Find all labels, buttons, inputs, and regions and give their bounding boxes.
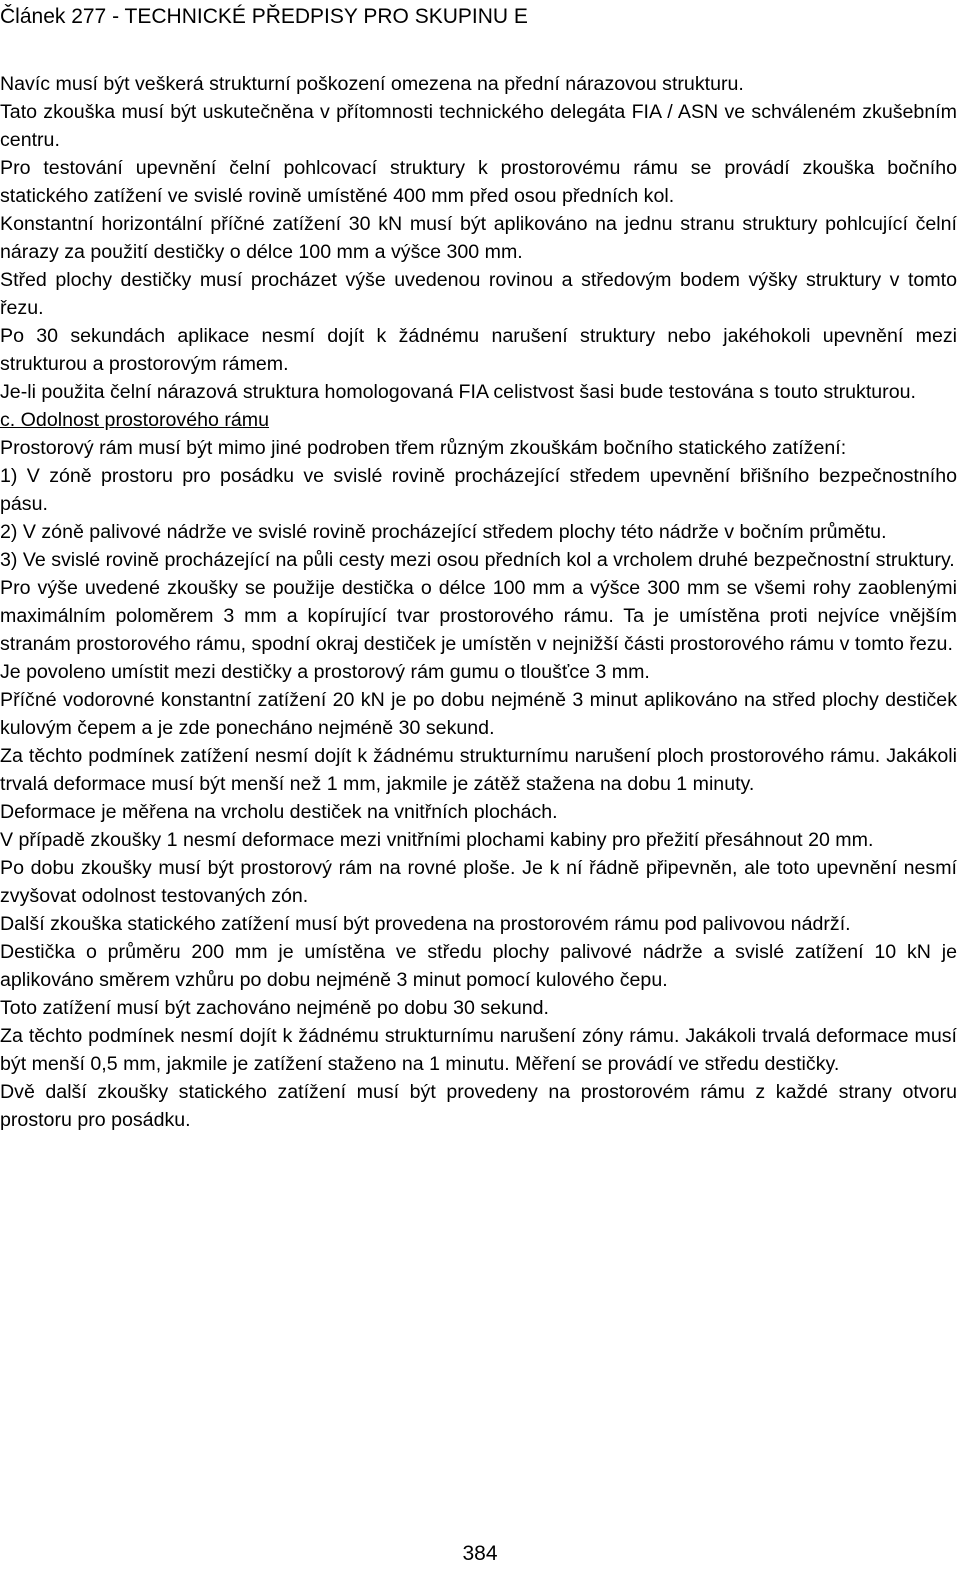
paragraph: Pro testování upevnění čelní pohlcovací struktury k prostorovému rámu se provádí zkouška bočního statického zatížení ve svislé rovině umístěné 400 mm před osou předních kol. [0, 157, 957, 207]
page-number: 384 [462, 1542, 498, 1565]
paragraph: Po 30 sekundách aplikace nesmí dojít k žádnému narušení struktury nebo jakéhokoli upevnění mezi strukturou a prostorovým rámem. [0, 325, 957, 375]
paragraph: Pro výše uvedené zkoušky se použije destička o délce 100 mm a výšce 300 mm se všemi rohy zaoblenými maximálním poloměrem 3 mm a kopírující tvar prostorového rámu. Ta je umístěna proti nejvíce vnějším stranám prostorového rámu, spodní okraj destiček je umístěn v nejnižší části prostorového rámu v tomto řezu. [0, 577, 957, 655]
paragraph: Další zkouška statického zatížení musí být provedena na prostorovém rámu pod palivovou nádrží. [0, 913, 851, 935]
paragraph: Za těchto podmínek nesmí dojít k žádnému strukturnímu narušení zóny rámu. Jakákoli trvalá deformace musí být menší 0,5 mm, jakmile je zatížení staženo na 1 minutu. Měření se provádí ve středu destičky. [0, 1025, 957, 1075]
paragraph: Střed plochy destičky musí procházet výše uvedenou rovinou a středovým bodem výšky struktury v tomto řezu. [0, 269, 957, 319]
paragraph: Po dobu zkoušky musí být prostorový rám na rovné ploše. Je k ní řádně připevněn, ale toto upevnění nesmí zvyšovat odolnost testovaných zón. [0, 857, 957, 907]
paragraph: 2) V zóně palivové nádrže ve svislé rovině procházející středem plochy této nádrže v bočním průmětu. [0, 521, 887, 543]
paragraph: Prostorový rám musí být mimo jiné podroben třem různým zkouškám bočního statického zatížení: [0, 437, 847, 459]
paragraph: 1) V zóně prostoru pro posádku ve svislé rovině procházející středem upevnění břišního bezpečnostního pásu. [0, 465, 957, 515]
paragraph: Navíc musí být veškerá strukturní poškození omezena na přední nárazovou strukturu. [0, 73, 744, 95]
paragraph: Destička o průměru 200 mm je umístěna ve středu plochy palivové nádrže a svislé zatížení 10 kN je aplikováno směrem vzhůru po dobu nejméně 3 minut pomocí kulového čepu. [0, 941, 957, 991]
page-header-title: Článek 277 - TECHNICKÉ PŘEDPISY PRO SKUPINU E [0, 5, 528, 28]
paragraph: Za těchto podmínek zatížení nesmí dojít k žádnému strukturnímu narušení ploch prostorového rámu. Jakákoli trvalá deformace musí být menší než 1 mm, jakmile je zátěž stažena na dobu 1 minuty. [0, 745, 957, 795]
paragraph: Dvě další zkoušky statického zatížení musí být provedeny na prostorovém rámu z každé strany otvoru prostoru pro posádku. [0, 1081, 957, 1131]
paragraph: V případě zkoušky 1 nesmí deformace mezi vnitřními plochami kabiny pro přežití přesáhnout 20 mm. [0, 829, 874, 851]
paragraph: Příčné vodorovné konstantní zatížení 20 kN je po dobu nejméně 3 minut aplikováno na střed plochy destiček kulovým čepem a je zde ponecháno nejméně 30 sekund. [0, 689, 957, 739]
paragraph: Je povoleno umístit mezi destičky a prostorový rám gumu o tloušťce 3 mm. [0, 661, 650, 683]
document-body [0, 70, 957, 1134]
paragraph: 3) Ve svislé rovině procházející na půli cesty mezi osou předních kol a vrcholem druhé bezpečnostní struktury. [0, 549, 955, 571]
paragraph: Tato zkouška musí být uskutečněna v přítomnosti technického delegáta FIA / ASN ve schváleném zkušebním centru. [0, 101, 957, 151]
paragraph: Konstantní horizontální příčné zatížení 30 kN musí být aplikováno na jednu stranu struktury pohlcující čelní nárazy za použití destičky o délce 100 mm a výšce 300 mm. [0, 213, 957, 263]
paragraph: Toto zatížení musí být zachováno nejméně po dobu 30 sekund. [0, 997, 549, 1019]
section-heading: c. Odolnost prostorového rámu [0, 409, 270, 431]
paragraph: Je-li použita čelní nárazová struktura homologovaná FIA celistvost šasi bude testována s touto strukturou. [0, 381, 916, 403]
paragraph: Deformace je měřena na vrcholu destiček na vnitřních plochách. [0, 801, 558, 823]
